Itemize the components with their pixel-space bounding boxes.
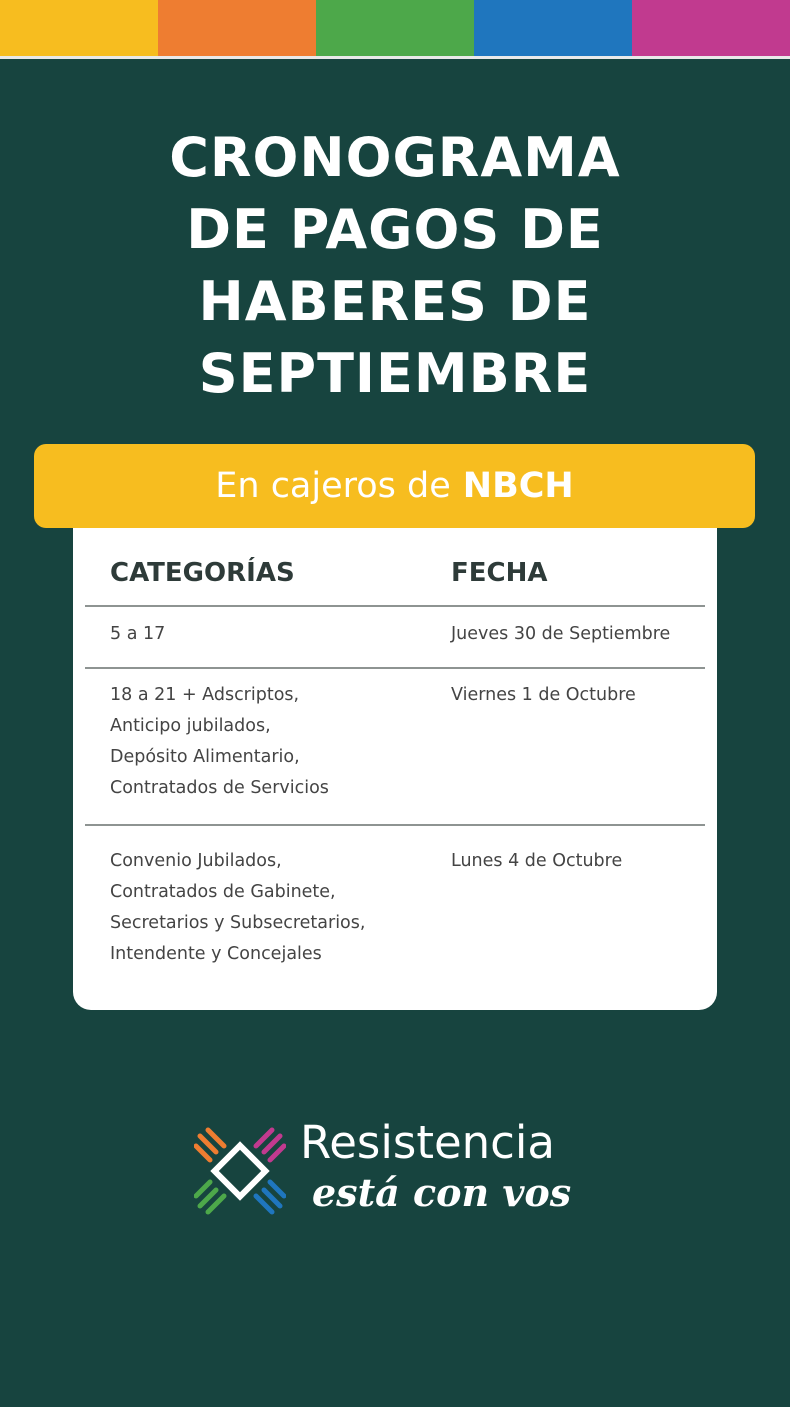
stripe-magenta — [632, 0, 790, 56]
logo-tagline: está con vos — [312, 1170, 572, 1215]
row-3-date: Lunes 4 de Octubre — [451, 851, 623, 871]
logo-name: Resistencia — [300, 1116, 555, 1169]
header-date: FECHA — [451, 558, 548, 588]
title-line-1: CRONOGRAMA — [169, 126, 621, 189]
header-category: CATEGORÍAS — [110, 558, 295, 588]
stripe-divider — [0, 56, 790, 59]
row-3-category-line-1: Convenio Jubilados, — [110, 851, 282, 871]
schedule-table — [73, 510, 717, 1010]
row-2-category-line-3: Depósito Alimentario, — [110, 747, 300, 767]
title-line-4: SEPTIEMBRE — [198, 342, 592, 405]
row-2-divider — [85, 824, 705, 826]
row-3-category — [110, 846, 365, 970]
row-1-category — [110, 619, 165, 650]
stripe-yellow — [0, 0, 158, 56]
row-3-category-line-3: Secretarios y Subsecretarios, — [110, 913, 366, 933]
row-2-date: Viernes 1 de Octubre — [451, 685, 636, 705]
atm-banner — [34, 444, 755, 528]
title-line-2: DE PAGOS DE — [186, 198, 604, 261]
stripe-blue — [474, 0, 632, 56]
row-3-category-line-4: Intendente y Concejales — [110, 944, 322, 964]
banner-prefix: En cajeros de — [215, 466, 451, 506]
color-stripe-bar — [0, 0, 790, 56]
page-title — [0, 122, 790, 410]
row-2-category — [110, 680, 329, 804]
row-1-divider — [85, 667, 705, 669]
title-line-3: HABERES DE — [198, 270, 592, 333]
stripe-green — [316, 0, 474, 56]
resistencia-logo-icon — [194, 1126, 286, 1216]
stripe-orange — [158, 0, 316, 56]
row-1-category-line-1: 5 a 17 — [110, 624, 166, 644]
banner-bank: NBCH — [462, 466, 574, 506]
row-3-category-line-2: Contratados de Gabinete, — [110, 882, 336, 902]
row-2-category-line-4: Contratados de Servicios — [110, 778, 329, 798]
row-2-category-line-1: 18 a 21 + Adscriptos, — [110, 685, 300, 705]
row-2-category-line-2: Anticipo jubilados, — [110, 716, 271, 736]
row-1-date: Jueves 30 de Septiembre — [451, 624, 671, 644]
header-divider — [85, 605, 705, 607]
